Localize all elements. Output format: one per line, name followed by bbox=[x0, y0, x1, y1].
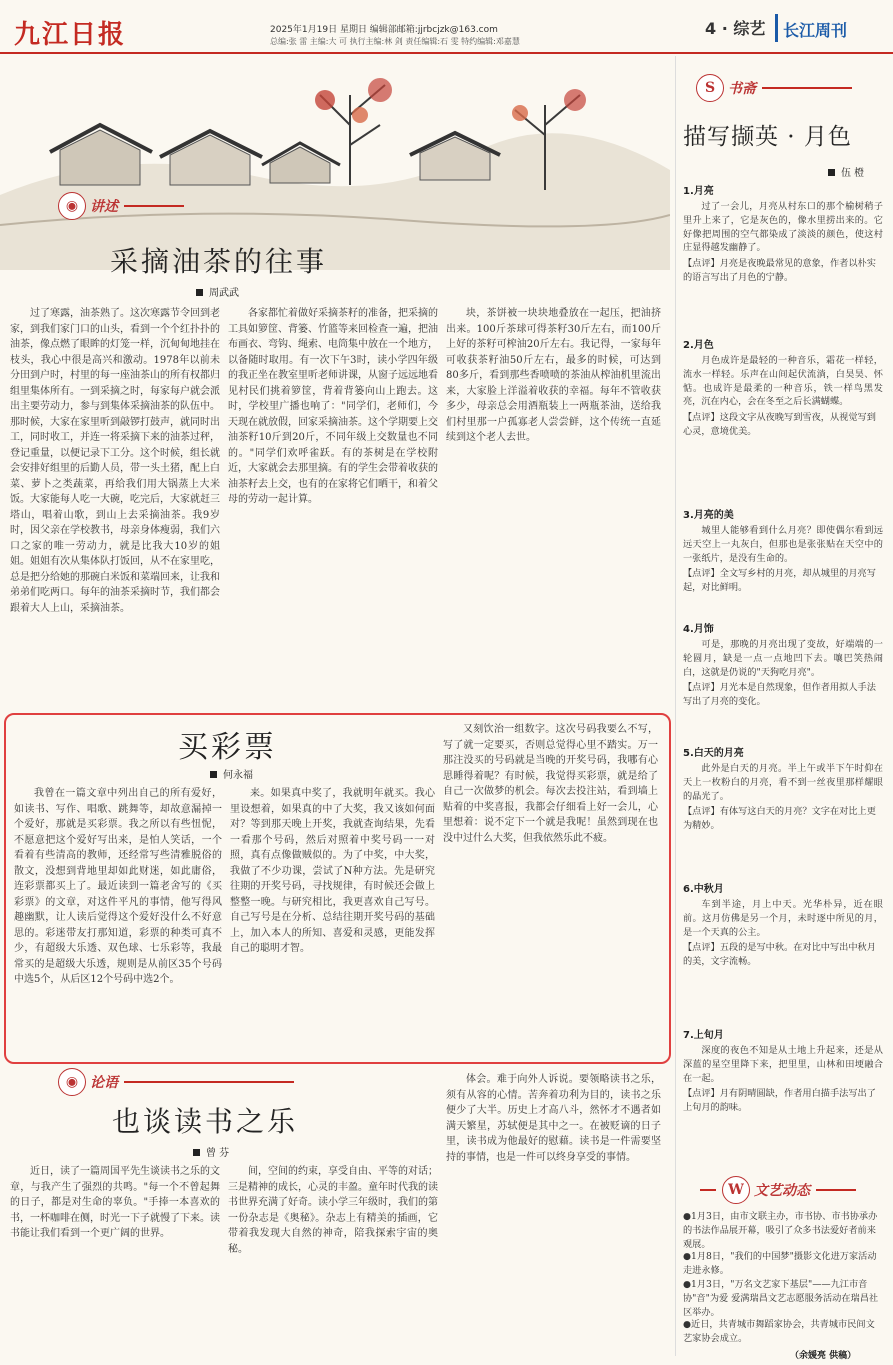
article2-column-3: 又刻饮治一组数字。这次号码我要么不写，写了就一定要买，否则总觉得心里不踏实。万一那注没买的号码就是当晚的开奖号码，我哪有心思睡得着呢？有时候，我觉得买彩票，就是给了自己一次做梦的机会。每次去投注站，看到墙上贴着的中奖喜报，我都会仔细看上好一会儿，心里想着：说不定下一个就是我呢！虽然到现在也没中过什么大奖，但我依然乐此不疲。 bbox=[443, 724, 658, 844]
excerpt-item bbox=[683, 182, 883, 332]
news-item: ●1月3日，由市文联主办，市书协、市书协承办的书法作品展开幕，吸引了众多书法爱好者前来观展。 bbox=[683, 1211, 878, 1250]
excerpt-note: 【点评】五段的是写中秋。在对比中写出中秋月的美，文字流畅。 bbox=[683, 942, 876, 968]
article-title: 也谈读书之乐 bbox=[112, 1105, 299, 1138]
article2-column-1: 我曾在一篇文章中列出自己的所有爱好，如读书、写作、唱歌、跳舞等，却故意漏掉一个爱好，那就是买彩票。我之所以有些忸怩，不愿意把这个爱好写出来，是怕人笑话，一个看着有些清高的教师，还经常写些清雅脱俗的散文，没想到背地里却如此财迷，如此庸俗，连彩票都买上了。最近读到一篇老舍写的《买彩票》的文章，对这件平凡的事情，他写得风趣幽默，让人读后觉得这个爱好没什么不好意思的。彩迷带友打那知道，彩票的种类可真不少，有超级大乐透、双色球、七乐彩等，我最常买的是超级大乐透，规则是从前区35个号码中选5个，从后区12个号码中选2个。 bbox=[14, 788, 222, 985]
article3-column-1: 近日，读了一篇周国平先生谈读书之乐的文章，与我产生了强烈的共鸣。"每一个不曾起舞的日子，都是对生命的辜负。"手捧一本喜欢的书，一杯咖啡在侧，时光一下子就慢了下来。读书能让我们看到一个更广阔的世界。 bbox=[10, 1166, 220, 1239]
badge-rule bbox=[816, 1189, 856, 1191]
ink-village-illustration bbox=[0, 55, 670, 270]
excerpt-note: 【点评】月光本是自然现象，但作者用拟人手法写出了月亮的变化。 bbox=[683, 682, 876, 708]
author-name: 周武武 bbox=[209, 288, 239, 299]
excerpt-body: 月色成许是最轻的一种音乐，霜花一样轻，流水一样轻。乐声在山间起伏流淌，白昊昊、怀惦。也成许是最柔的一种音乐，铁一样鸟黑发亮，沉在内心，会在冬至之后长满蝴蝶。 bbox=[683, 355, 883, 408]
excerpt-heading: 7.上旬月 bbox=[683, 1030, 724, 1041]
book-icon: S bbox=[696, 74, 724, 102]
page-number: 4 · 综艺 bbox=[705, 19, 766, 38]
badge-rule bbox=[124, 205, 184, 207]
news-signature: （余媛亮 供稿） bbox=[790, 1351, 857, 1361]
section-badge-wenyi bbox=[700, 1176, 856, 1204]
excerpt-item bbox=[683, 620, 883, 740]
article-byline bbox=[196, 284, 239, 299]
author-name: 伍 橙 bbox=[841, 168, 865, 179]
badge-rule bbox=[124, 1081, 294, 1083]
column-divider bbox=[675, 56, 676, 1356]
excerpt-note: 【点评】这段文字从夜晚写到雪夜，从视觉写到心灵，意境优美。 bbox=[683, 412, 876, 437]
excerpt-item bbox=[683, 744, 883, 874]
section-badge-shuzhai bbox=[696, 74, 852, 102]
article3-column-2: 间，空间的约束，享受自由、平等的对话；三是精神的成长，心灵的丰盈。童年时代我的读书世界充满了好奇。读小学三年级时，我们的第一份杂志是《奥秘》。杂志上有精美的插画，它带着我发现大自然的神奇，陪我探索宇宙的奥秘。 bbox=[228, 1166, 438, 1255]
section-badge-jiangshu bbox=[58, 192, 184, 220]
excerpt-note: 【点评】月亮是夜晚最常见的意象，作者以朴实的语言写出了月色的宁静。 bbox=[683, 258, 876, 283]
column-accent-bar bbox=[775, 14, 778, 42]
art-news-icon: W bbox=[722, 1176, 750, 1204]
right-byline bbox=[828, 164, 864, 179]
badge-rule bbox=[762, 87, 852, 89]
badge-label: 文艺动态 bbox=[754, 1183, 810, 1199]
excerpt-heading: 2.月色 bbox=[683, 340, 714, 351]
excerpt-body: 深度的夜色不知是从土地上升起来，还是从深蓝的星空里降下来，把里里，山林和田埂融合在一起。 bbox=[683, 1045, 883, 1084]
excerpt-heading: 5.白天的月亮 bbox=[683, 748, 744, 759]
news-item: ●近日，共青城市舞蹈家协会，共青城市民间文艺家协会成立。 bbox=[683, 1319, 875, 1344]
excerpt-note: 【点评】有体写这白天的月亮？文字在对比上更为精妙。 bbox=[683, 806, 876, 832]
excerpt-note: 【点评】月有阴晴圆缺，作者用白描手法写出了上旬月的韵味。 bbox=[683, 1088, 876, 1114]
badge-rule bbox=[700, 1189, 716, 1191]
article1-column-2: 各家都忙着做好采摘茶籽的准备，把采摘的工具如箩筐、背篓、竹篮等来回检查一遍，把油布画衣、弯钩、绳索、电筒集中放在一个地方，以备随时取用。有一次下午3时，读小学四年级的我正坐在教室里听老师讲课，从窗子远远地看见村民们挑着箩筐，背着背篓向山上跑去。这时，学校里广播也响了："同学们，老师们，今天现在就放假，回家采摘油茶。这个学期要上交油茶籽10斤到20斤，不同年级上交数量也不同的。"同学们欢呼雀跃。有的茶树是在学校附近，大家就会去那里摘。有的学生会带着收获的油茶籽去上交，也有的在家将它们晒干，和着父母的劳动一起计算。 bbox=[228, 308, 438, 505]
excerpt-body: 此外是白天的月亮。半上午或半下午时仰在天上一枚粉白的月亮，看不到一丝夜里那样耀眼的晶光了。 bbox=[683, 763, 883, 802]
issue-date: 2025年1月19日 星期日 编辑部邮箱:jjrbcjzk@163.com bbox=[270, 25, 498, 35]
excerpt-body: 城里人能够看到什么月亮？即使偶尔看到远远天空上一丸灰白，但那也是张张贴在天空中的一张纸片，是没有生命的。 bbox=[683, 525, 883, 564]
excerpt-item bbox=[683, 1026, 883, 1138]
news-item: ●1月3日，"万名文艺家下基层"——九江市音协"音"为爱 爱满瑞昌文艺志愿服务活动在瑞昌社区举办。 bbox=[683, 1279, 879, 1318]
excerpt-heading: 6.中秋月 bbox=[683, 884, 724, 895]
excerpt-item bbox=[683, 880, 883, 1020]
badge-label: 讲述 bbox=[90, 199, 118, 215]
article3-column-3: 体会。难于向外人诉说。要领略读书之乐，须有从容的心情。苦奔着功利为目的，读书之乐便少了大半。历史上才高八斗，然怀才不遇者如满天繁星，苏轼便是其中之一。在被贬谪的日子里，读书成为他最好的慰藉。读书是一件需要坚持的事情，也是一件可以终身享受的事情。 bbox=[446, 1074, 661, 1163]
article1-column-3: 块，茶饼被一块块地叠放在一起压，把油挤出来。100斤茶球可得茶籽30斤左右，而100斤上好的茶籽可榨油20斤左右。我记得，一家每年可收获茶籽油50斤左右，最多的时候，可达到80多斤，看到那些香喷喷的茶油从榨油机里流出来，大家脸上洋溢着收获的幸福。每年不管收获多少，母亲总会用酒瓶装上一两瓶茶油，送给我们村里那一户孤寡老人尝尝鲜，这个传统一直延续到这个老人去世。 bbox=[446, 308, 661, 443]
article-title: 采摘油茶的往事 bbox=[110, 245, 328, 278]
excerpt-item bbox=[683, 506, 883, 616]
article-byline bbox=[210, 766, 253, 781]
badge-label: 书斋 bbox=[728, 81, 756, 97]
badge-emblem-icon: ◉ bbox=[58, 1068, 86, 1096]
village-painting-icon bbox=[0, 55, 670, 270]
right-column-title: 描写撷英 · 月色 bbox=[683, 124, 852, 150]
excerpt-heading: 4.月饰 bbox=[683, 624, 714, 635]
excerpt-note: 【点评】全文写乡村的月亮，却从城里的月亮写起，对比鲜明。 bbox=[683, 568, 876, 594]
badge-emblem-icon: ◉ bbox=[58, 192, 86, 220]
excerpt-heading: 3.月亮的美 bbox=[683, 510, 734, 521]
excerpt-heading: 1.月亮 bbox=[683, 186, 714, 197]
article-title: 买彩票 bbox=[178, 730, 277, 765]
newspaper-logo: 九江日报 bbox=[14, 20, 127, 50]
excerpt-body: 可是，那晚的月亮出现了变故，好端端的一轮圆月，缺是一点一点地凹下去。嚷巴笑热闹白，这就是仍说的"天狗吃月亮"。 bbox=[683, 639, 883, 678]
column-title: 长江周刊 bbox=[783, 21, 848, 40]
excerpt-body: 车到半途，月上中天。光华朴异，近在眼前。这月仿佛是另一个月，未时逐中所见的月，是一个天真的公主。 bbox=[683, 899, 883, 938]
article2-column-2: 来。如果真中奖了，我就明年就买。我心里设想着，如果真的中了大奖，我又该如何面对？等到那天晚上开奖，我就查询结果，先看一看那个号码，然后对照着中奖号码一一对照，真有点像做贼似的。为了中奖，中大奖，我做了不少功课，尝试了N种方法。先是研究往期的开奖号码，寻找规律，有时候还会做上整整一晚。与研究相比，我更喜欢自己写号。自己写号是在分析、总结往期开奖号码的基础上，加入本人的所知、喜爱和灵感，更能发挥自己的聪明才智。 bbox=[230, 788, 435, 954]
news-item: ●1月8日，"我们的中国梦"摄影文化进万家活动走进永修。 bbox=[683, 1251, 877, 1276]
author-name: 曾 芬 bbox=[206, 1148, 230, 1159]
article1-column-1: 过了寒露，油茶熟了。这次寒露节令回到老家，到我们家门口的山头，看到一个个红扑扑的油茶，像点燃了眼眸的灯笼一样，沉甸甸地挂在枝头，我心中很是高兴和激动。1978年以前未分田到户时，村里的每一座油茶山的所有权都归组里集体所有。一到采摘之时，每家每户就会派出主要劳动力，参与到集体采摘油茶的队伍中。那时候，大家在家里听到敲锣打鼓声，就同时出工，同时收工，并连一将采摘下来的油茶过秤，登记重量，以便记录下工分。这个时候，组长就会安排好组里的后勤人员，带一头土猪，配上白菜、萝卜之类蔬菜，再给我们用大锅蒸上大米饭。大家能每人吃一大碗，吃完后，大家就赶三塔山，唱着山歌，到山上去采摘油茶。我9岁时，因父亲在学校教书，母亲身体瘦弱，我们六口之家的唯一劳动力，就是比我大10岁的姐姐。姐姐有次从集体队打饭回，从不在家里吃，总是把分给她的那碗白米饭和菜端回来，让我和弟弟们吃两口。每年的油茶采摘时节，我们都会跟着大人上山，采摘油茶。 bbox=[10, 308, 220, 614]
excerpt-body: 过了一会儿，月亮从村东口的那个榆树稍子里升上来了，它是灰色的，像水里捞出来的。它好像把周围的空气都染成了淡淡的颜色，使这村庄显得越发幽静了。 bbox=[683, 201, 883, 254]
article-byline bbox=[193, 1144, 229, 1159]
editorial-staff: 总编:张 雷 主编:大 可 执行主编:林 剑 责任编辑:石 雯 特约编辑:邓嘉慧 bbox=[270, 37, 520, 46]
author-name: 何永福 bbox=[223, 770, 253, 781]
badge-label: 论语 bbox=[90, 1075, 118, 1091]
excerpt-item bbox=[683, 336, 883, 501]
section-badge-lunyu bbox=[58, 1068, 294, 1096]
